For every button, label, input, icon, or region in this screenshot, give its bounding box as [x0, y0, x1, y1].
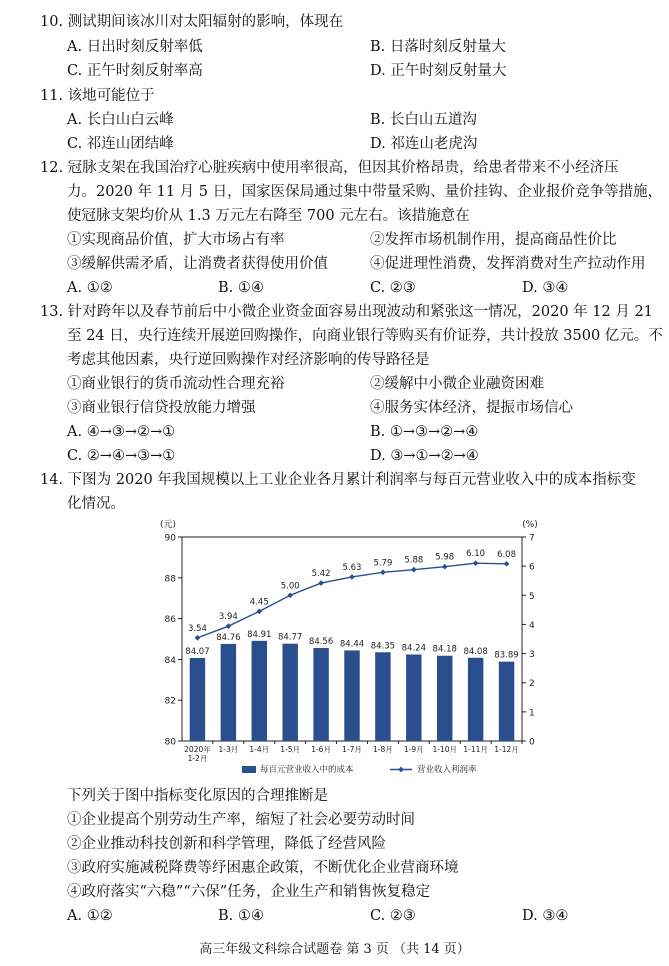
y-right-tick-label: 6: [529, 562, 535, 573]
x-tick-label: 1-12月: [494, 745, 519, 754]
q12-stem-line-2: 力。2020 年 11 月 5 日，国家医保局通过集中带量采购、量价挂钩、企业报价竞争等措施，: [67, 184, 663, 200]
profit-rate-label: 5.63: [342, 562, 362, 573]
profit-rate-point: [226, 623, 232, 629]
legend-bar-swatch: [242, 766, 256, 773]
q12-statement-2: ②发挥市场机制作用，提高商品性价比: [370, 232, 617, 248]
y-left-tick-label: 84: [164, 655, 176, 666]
q13-statement-1: ①商业银行的货币流动性合理充裕: [67, 376, 285, 392]
q11-option-d: D. 祁连山老虎沟: [370, 136, 478, 152]
q10-option-a: A. 日出时刻反射率低: [67, 39, 203, 55]
profit-rate-point: [473, 560, 479, 566]
x-tick-label: 1-9月: [403, 745, 424, 754]
q12-option-a: A. ①②: [67, 280, 113, 296]
q10-option-d: D. 正午时刻反射量大: [370, 63, 507, 79]
q13-stem-line-2: 至 24 日，央行连续开展逆回购操作，向商业银行等购买有价证券，共计投放 3500 亿元。不: [67, 328, 663, 344]
y-right-tick-label: 7: [529, 533, 535, 544]
x-tick-label: 1-11月: [463, 745, 488, 754]
legend-line-marker: [398, 767, 404, 773]
profit-rate-label: 3.94: [218, 612, 238, 623]
q14-option-b: B. ①④: [218, 908, 264, 924]
q14-statement-3: ③政府实施减税降费等纾困惠企政策，不断优化企业营商环境: [67, 860, 459, 876]
cost-bar-label: 84.18: [432, 644, 457, 655]
q13-stem-line-3: 考虑其他因素，央行逆回购操作对经济影响的传导路径是: [67, 352, 430, 368]
q10-option-b: B. 日落时刻反射量大: [370, 39, 506, 55]
cost-bar: [406, 655, 421, 741]
q13-stem-line-1: 13. 针对跨年以及春节前后中小微企业资金面容易出现波动和紧张这一情况，2020 年 12 月 21: [40, 304, 653, 320]
q12-statement-1: ①实现商品价值，扩大市场占有率: [67, 232, 285, 248]
cost-bar-label: 84.77: [278, 632, 303, 643]
y-left-tick-label: 80: [164, 737, 176, 748]
y-right-tick-label: 2: [529, 679, 535, 690]
q14-stem-line-2: 化情况。: [67, 496, 125, 512]
q14-option-a: A. ①②: [67, 908, 113, 924]
y-right-tick-label: 5: [529, 591, 535, 602]
y-right-tick-label: 3: [529, 650, 535, 661]
y-left-tick-label: 86: [164, 615, 176, 626]
q13-statement-3: ③商业银行信贷投放能力增强: [67, 400, 256, 416]
cost-bar: [375, 652, 390, 741]
cost-bar: [252, 641, 267, 741]
profit-rate-label: 5.00: [280, 581, 300, 592]
q13-option-a: A. ④→③→②→①: [67, 424, 176, 440]
profit-rate-point: [195, 635, 201, 641]
x-tick-label: 1-3月: [218, 745, 239, 754]
q10-stem: 10. 测试期间该冰川对太阳辐射的影响，体现在: [40, 14, 344, 30]
profit-rate-point: [442, 564, 448, 570]
cost-bar: [190, 658, 205, 741]
cost-bar-label: 84.56: [308, 636, 334, 647]
cost-bar-label: 84.35: [370, 641, 396, 652]
cost-bar-label: 83.89: [494, 650, 519, 661]
q12-stem-line-3: 使冠脉支架均价从 1.3 万元左右降至 700 元左右。该措施意在: [67, 208, 470, 224]
y-right-tick-label: 0: [529, 737, 535, 748]
y-left-unit: (元): [159, 520, 177, 530]
profit-rate-label: 5.79: [373, 558, 393, 569]
profit-rate-point: [349, 574, 355, 580]
profit-rate-label: 4.45: [249, 597, 269, 608]
x-tick-label: 1-6月: [311, 745, 331, 754]
q14-statement-1: ①企业提高个别劳动生产率，缩短了社会必要劳动时间: [67, 812, 415, 828]
cost-bar-label: 84.76: [216, 632, 241, 643]
q14-option-d: D. ③④: [522, 908, 569, 924]
cost-bar: [313, 648, 328, 741]
profit-rate-point: [256, 608, 262, 614]
q13-statement-2: ②缓解中小微企业融资困难: [370, 376, 544, 392]
chart-svg: [150, 513, 570, 783]
profit-rate-label: 5.98: [435, 552, 455, 563]
q14-statement-2: ②企业推动科技创新和科学管理，降低了经营风险: [67, 836, 386, 852]
x-tick-label: 1-7月: [342, 745, 362, 754]
profit-rate-point: [380, 569, 386, 575]
cost-bar-label: 84.08: [463, 646, 488, 657]
profit-rate-point: [411, 567, 417, 573]
profit-rate-label: 6.08: [497, 549, 517, 560]
y-left-tick-label: 90: [164, 533, 176, 544]
x-tick-label: 1-2月: [187, 754, 208, 763]
cost-bar-label: 84.91: [247, 629, 272, 640]
q11-option-c: C. 祁连山团结峰: [67, 136, 174, 152]
q12-statement-4: ④促进理性消费，发挥消费对生产拉动作用: [370, 256, 646, 272]
cost-bar-label: 84.24: [401, 643, 426, 654]
y-right-tick-label: 4: [529, 620, 535, 631]
profit-rate-label: 5.42: [311, 569, 331, 580]
q12-option-c: C. ②③: [370, 280, 416, 296]
cost-bar: [344, 650, 359, 741]
profit-rate-label: 5.88: [404, 555, 424, 566]
q11-option-a: A. 长白山白云峰: [67, 112, 174, 128]
x-tick-label: 2020年: [184, 745, 211, 754]
y-left-tick-label: 82: [164, 696, 176, 707]
cost-bar: [282, 644, 297, 741]
q13-statement-4: ④服务实体经济，提振市场信心: [370, 400, 573, 416]
q10-option-c: C. 正午时刻反射率高: [67, 63, 203, 79]
legend-bar-label: 每百元营业收入中的成本: [260, 765, 354, 775]
cost-bar: [437, 656, 452, 741]
page-footer: 高三年级文科综合试题卷 第 3 页 （共 14 页）: [199, 942, 470, 957]
q11-stem: 11. 该地可能位于: [40, 88, 155, 104]
q13-option-c: C. ②→④→③→①: [67, 448, 176, 464]
q14-question: 下列关于图中指标变化原因的合理推断是: [67, 788, 328, 804]
cost-bar: [221, 644, 236, 741]
cost-bar: [499, 662, 514, 741]
q14-option-c: C. ②③: [370, 908, 416, 924]
y-right-unit: (%): [522, 520, 538, 530]
cost-bar: [468, 658, 483, 741]
x-tick-label: 1-5月: [280, 745, 301, 754]
cost-bar-label: 84.07: [185, 646, 210, 657]
q12-statement-3: ③缓解供需矛盾，让消费者获得使用价值: [67, 256, 328, 272]
x-tick-label: 1-10月: [432, 745, 457, 754]
q12-stem-line-1: 12. 冠脉支架在我国治疗心脏疾病中使用率很高，但因其价格昂贵，给患者带来不小经济压: [40, 160, 619, 176]
q11-option-b: B. 长白山五道沟: [370, 112, 477, 128]
q13-option-d: D. ③→①→②→④: [370, 448, 479, 464]
q13-option-b: B. ①→③→②→④: [370, 424, 479, 440]
q14-statement-4: ④政府落实“六稳”“六保”任务，企业生产和销售恢复稳定: [67, 884, 431, 900]
q12-option-b: B. ①④: [218, 280, 264, 296]
x-tick-label: 1-4月: [249, 745, 270, 754]
cost-bar-label: 84.44: [339, 639, 365, 650]
profit-rate-label: 6.10: [466, 549, 486, 560]
q14-stem-line-1: 14. 下图为 2020 年我国规模以上工业企业各月累计利润率与每百元营业收入中的成本指标变: [40, 472, 636, 488]
x-tick-label: 1-8月: [373, 745, 393, 754]
y-left-tick-label: 88: [164, 574, 176, 585]
legend-line-label: 营业收入利润率: [417, 765, 477, 775]
profit-rate-point: [504, 561, 510, 567]
profit-rate-point: [287, 592, 293, 598]
profit-rate-label: 3.54: [187, 623, 207, 634]
q12-option-d: D. ③④: [522, 280, 569, 296]
y-right-tick-label: 1: [529, 708, 535, 719]
profit-rate-point: [318, 580, 324, 586]
profit-cost-chart: [150, 513, 570, 783]
